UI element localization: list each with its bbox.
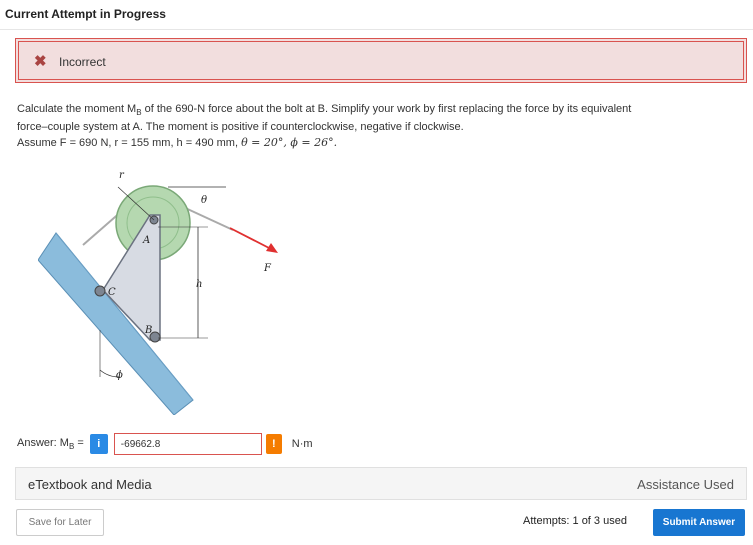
- answer-row: [17, 432, 313, 456]
- question-line-3: Assume F = 690 N, r = 155 mm, h = 490 mm, θ = 20°, ϕ = 26°.: [17, 136, 338, 150]
- label-h: h: [196, 279, 203, 290]
- assistance-used-label: Assistance Used: [637, 477, 734, 492]
- attempts-counter: Attempts: 1 of 3 used: [523, 515, 627, 527]
- page-title: Current Attempt in Progress: [5, 7, 166, 21]
- inclined-plate: [38, 233, 193, 415]
- resources-panel[interactable]: [15, 467, 747, 500]
- question-text: [17, 102, 742, 151]
- warning-icon[interactable]: !: [266, 434, 282, 454]
- unit-label: N·m: [291, 438, 313, 450]
- feedback-banner: [15, 38, 747, 83]
- label-r: r: [119, 170, 124, 181]
- info-button[interactable]: i: [90, 434, 108, 454]
- label-a: A: [143, 235, 151, 246]
- close-icon: ✖: [34, 53, 47, 70]
- problem-figure: [38, 165, 298, 415]
- label-phi: ϕ: [116, 370, 123, 381]
- feedback-inner: [18, 41, 744, 80]
- label-theta: θ: [201, 195, 208, 206]
- label-b: B: [145, 325, 153, 336]
- save-for-later-button[interactable]: Save for Later: [16, 509, 104, 536]
- question-line-1: Calculate the moment $M_B$ of the 690-N force about the bolt at B. Simplify your work by first replacing the force by its equivalent: [17, 103, 632, 118]
- force-arrow: [230, 228, 271, 249]
- label-c: C: [108, 287, 116, 298]
- bolt-c: [95, 286, 105, 296]
- etextbook-link[interactable]: eTextbook and Media: [28, 477, 152, 492]
- header: [0, 0, 753, 30]
- question-line-2: force–couple system at A. The moment is positive if counterclockwise, negative if clockwise.: [17, 121, 464, 134]
- submit-answer-button[interactable]: Submit Answer: [653, 509, 745, 536]
- answer-label: Answer: $M_B$ =: [17, 436, 84, 452]
- feedback-label: Incorrect: [59, 55, 106, 69]
- answer-input[interactable]: [114, 433, 262, 455]
- label-f: F: [264, 263, 271, 274]
